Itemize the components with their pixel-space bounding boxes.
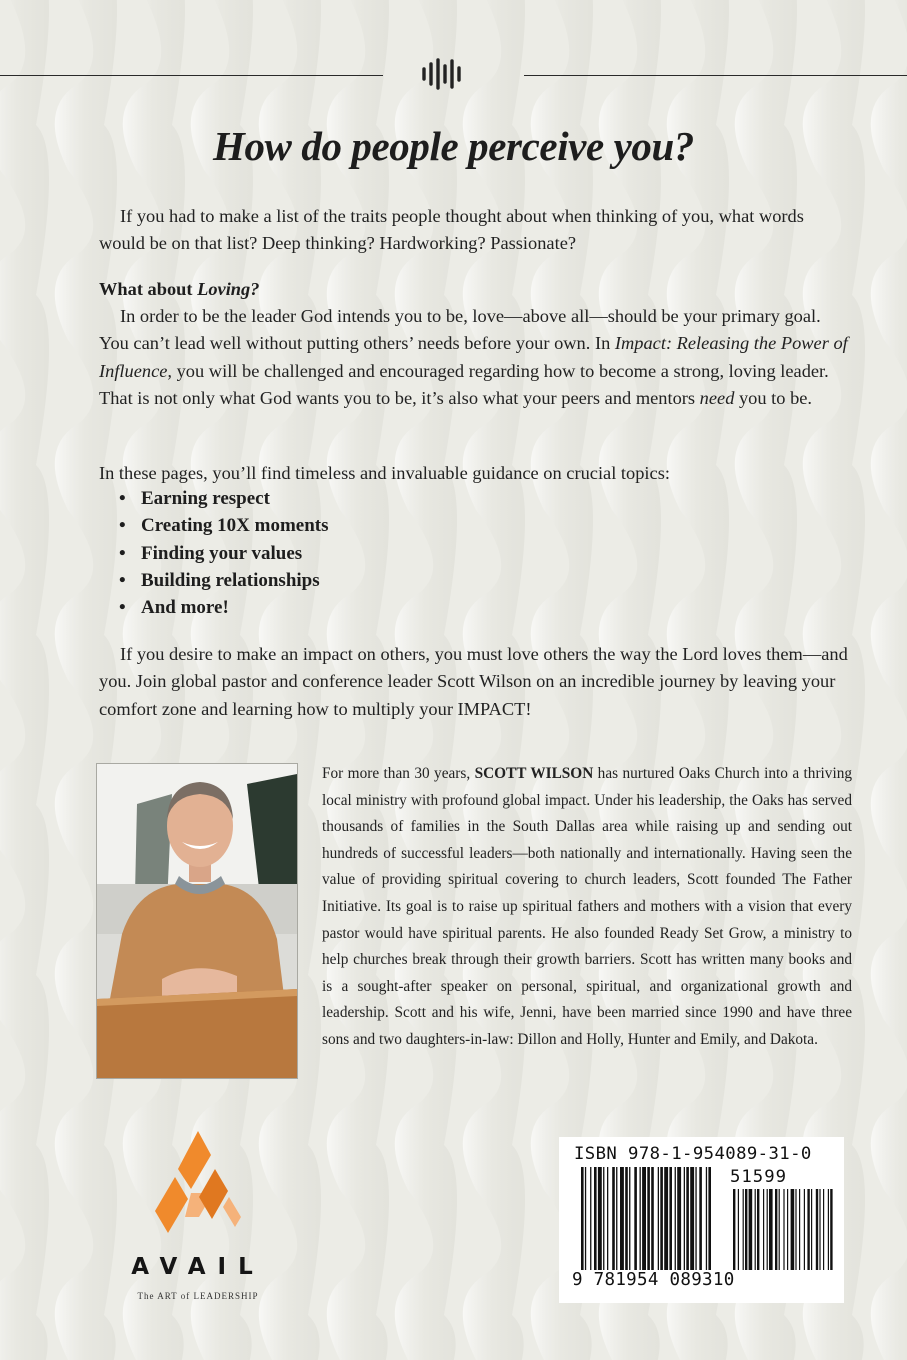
barcode-bar [706,1167,707,1270]
book-title: Impact: Releasing the Power of Influence, [99,333,848,381]
barcode-bar [612,1167,615,1270]
ean-digits: 9 781954 089310 [572,1270,735,1290]
page-title: How do people perceive you? [212,123,695,169]
header-rule-right [524,75,907,76]
barcode-bar [733,1189,735,1270]
author-portrait-image [97,764,297,1078]
barcode-bar [677,1167,681,1270]
barcode-bar [743,1189,744,1270]
author-name: SCOTT WILSON [474,765,594,782]
list-item: • Earning respect [119,485,329,512]
barcode-bar [749,1189,753,1270]
barcode-bar [828,1189,829,1270]
barcode-bar [775,1189,777,1270]
header-rule-left [0,75,383,76]
barcode-bar [629,1167,630,1270]
barcode-bar [830,1189,832,1270]
barcode-bar [686,1167,689,1270]
isbn-barcode [559,1137,844,1303]
list-item: • And more! [119,594,329,621]
barcode-bar [616,1167,617,1270]
barcode-bar [675,1167,676,1270]
barcode-bar [767,1189,768,1270]
publisher-name: AVAIL [131,1254,265,1280]
barcode-bar [823,1189,824,1270]
barcode-bar [642,1167,646,1270]
loving-subhead: What about Loving? [99,279,260,299]
barcode-bar [690,1167,694,1270]
barcode-bar [634,1167,637,1270]
barcode-bar [755,1189,756,1270]
barcode-bar [787,1189,788,1270]
barcode-bar [684,1167,685,1270]
barcode-bar [708,1167,711,1270]
barcode-bar [738,1189,739,1270]
barcode-bar [699,1167,702,1270]
topics-list [119,485,329,621]
barcode-bar [811,1189,812,1270]
barcode-bar [799,1189,800,1270]
barcode-bar [791,1189,795,1270]
barcode-bar [590,1167,591,1270]
barcode-bar [664,1167,668,1270]
barcode-bar [651,1167,654,1270]
list-item: • Creating 10X moments [119,512,329,539]
barcode-bar [779,1189,780,1270]
barcode-bar [819,1189,820,1270]
barcode-bar [658,1167,659,1270]
isbn-label: ISBN 978-1-954089-31-0 [574,1144,812,1164]
barcode-bar [647,1167,650,1270]
barcode-bar [745,1189,747,1270]
barcode-bar [607,1167,608,1270]
closing-paragraph: If you desire to make an impact on others, you must love others the way the Lord loves them—and you. Join global pastor and conference leader Scott Wilson on an incredible journey by leaving your comfort zone and learning how to multiply your IMPACT! [99,644,848,719]
barcode-bar [660,1167,663,1270]
barcode-bar [598,1167,602,1270]
barcode-bar [594,1167,597,1270]
barcode-bar [783,1189,784,1270]
soundwave-icon [421,57,465,91]
publisher-tagline: The ART of LEADERSHIP [137,1291,259,1301]
intro-paragraph: If you had to make a list of the traits people thought about when thinking of you, what words would be on that list? Deep thinking? Hardworking? Passionate? [99,206,804,254]
barcode-bar [763,1189,764,1270]
topics-intro: In these pages, you’ll find timeless and invaluable guidance on crucial topics: [99,463,670,483]
barcode-bar [640,1167,641,1270]
barcode-bar [769,1189,773,1270]
avail-logo-icon [155,1131,241,1240]
barcode-bar [757,1189,759,1270]
barcode-bar [695,1167,696,1270]
barcode-bar [669,1167,672,1270]
barcode-bar [816,1189,818,1270]
leadership-paragraph: In order to be the leader God intends you to be, love—above all—should be your primary goal. You can’t lead well without putting others’ needs before your own. In Impact: Releasing the Power of Influence, you will be challenged and encouraged regarding how to become a strong, loving leader. That is not only what God wants you to be, it’s also what your peers and mentors need you to be. [99,306,848,408]
list-item: • Building relationships [119,567,329,594]
barcode-bar [585,1167,586,1270]
list-item: • Finding your values [119,540,329,567]
barcode-bar [795,1189,796,1270]
barcode-bar [625,1167,628,1270]
price-code: 51599 [730,1167,788,1187]
author-bio: For more than 30 years, SCOTT WILSON has nurtured Oaks Church into a thriving local ministry with profound global impact. Under his leadership, the Oaks has served thousands of families in the South Dallas area while raising up and sending out hundreds of successful leaders—both nationally and internationally. Having seen the value of providing spiritual covering to church leaders, Scott founded The Father Initiative. Its goal is to raise up spiritual fathers and mothers with a vision that every pastor would have spiritual parents. He also founded Ready Set Grow, a ministry to help churches break through their growth barriers. Scott has written many books and is a sought-after speaker on personal, spiritual, and organizational growth and leadership. Scott and his wife, Jenni, have been married since 1990 and have three sons and two daughters-in-law: Dillon and Holly, Hunter and Emily, and Dakota. [322,765,852,1048]
author-photo [96,763,298,1079]
barcode-bar [603,1167,604,1270]
barcode-bar [620,1167,624,1270]
barcode-bar [581,1167,584,1270]
barcode-bar [804,1189,805,1270]
barcode-bar [807,1189,809,1270]
